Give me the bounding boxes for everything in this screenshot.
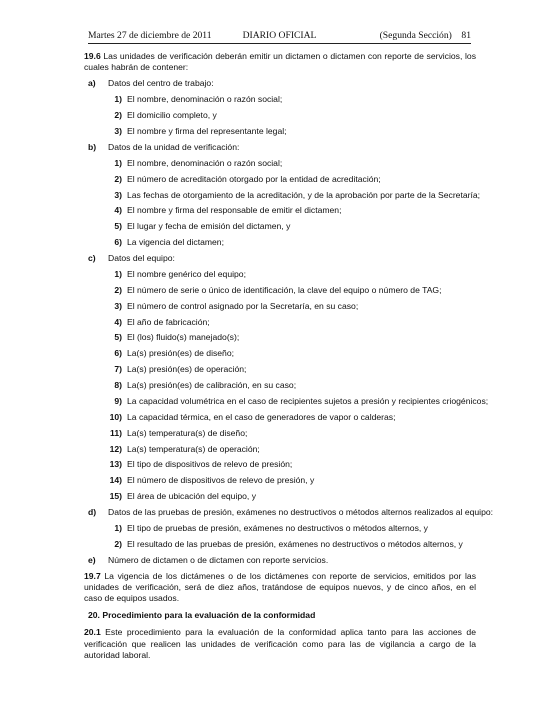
- list-item-number: 2): [114, 173, 122, 184]
- header-publication: DIARIO OFICIAL: [242, 30, 317, 41]
- list-group-label: Datos del equipo:: [108, 253, 175, 264]
- list-item: [84, 539, 476, 550]
- list-item-text: La capacidad térmica, en el caso de generadores de vapor o calderas;: [127, 411, 396, 422]
- list-item: [84, 110, 476, 121]
- list-item-text: El nombre y firma del responsable de emitir el dictamen;: [127, 205, 342, 216]
- list-item-text: El nombre genérico del equipo;: [127, 268, 246, 279]
- list-item: [84, 221, 476, 232]
- list-item-number: 1): [114, 268, 122, 279]
- list-item: [84, 475, 476, 486]
- list-item-number: 6): [114, 348, 122, 359]
- list-group-label: Datos de la unidad de verificación:: [108, 141, 240, 152]
- list-item-text: El número de dispositivos de relevo de presión, y: [127, 475, 315, 486]
- list-item: [84, 428, 476, 439]
- list-item-text: El área de ubicación del equipo, y: [127, 491, 256, 502]
- list-item-text: El nombre, denominación o razón social;: [127, 94, 283, 105]
- header-section-page: [380, 30, 471, 41]
- requirements-list: [84, 78, 494, 565]
- list-item-text: El domicilio completo, y: [127, 110, 217, 121]
- list-marker: a): [88, 78, 96, 89]
- list-item-number: 8): [114, 380, 122, 391]
- list-item-number: 1): [114, 522, 122, 533]
- list-item-number: 15): [109, 491, 122, 502]
- list-group-header: [84, 78, 476, 89]
- list-item-text: El nombre, denominación o razón social;: [127, 157, 283, 168]
- list-item-text: El número de serie o único de identificación, la clave del equipo o número de TAG;: [127, 284, 442, 295]
- list-item-number: 9): [114, 395, 122, 406]
- list-item-text: El número de control asignado por la Secretaría, en su caso;: [127, 300, 359, 311]
- list-item-number: 2): [114, 110, 122, 121]
- list-item-text: El tipo de dispositivos de relevo de presión;: [127, 459, 293, 470]
- paragraph-text: Las unidades de verificación deberán emitir un dictamen o dictamen con reporte de servicios, los cuales habrán de contener:: [84, 51, 476, 73]
- list-item-number: 3): [114, 300, 122, 311]
- list-marker: d): [88, 507, 97, 518]
- list-item-text: El nombre y firma del representante legal;: [127, 126, 287, 137]
- list-item-number: 4): [114, 205, 122, 216]
- paragraph-19-7: [84, 571, 476, 605]
- list-item: [84, 523, 476, 534]
- list-item-text: El tipo de pruebas de presión, exámenes no destructivos o métodos alternos, y: [127, 522, 428, 533]
- list-item-number: 5): [114, 221, 122, 232]
- paragraph-number: 19.7: [84, 570, 101, 581]
- list-item-text: El número de acreditación otorgado por la entidad de acreditación;: [127, 173, 381, 184]
- list-item-number: 2): [114, 538, 122, 549]
- list-item: [84, 317, 476, 328]
- list-item: [84, 237, 476, 248]
- list-item-number: 4): [114, 316, 122, 327]
- list-item-text: El resultado de las pruebas de presión, exámenes no destructivos o métodos alternos, y: [127, 538, 463, 549]
- list-item-number: 1): [114, 157, 122, 168]
- list-item-number: 13): [109, 459, 122, 470]
- list-item: [84, 269, 476, 280]
- header-section: (Segunda Sección): [379, 30, 452, 41]
- list-item-text: La(s) temperatura(s) de diseño;: [127, 427, 248, 438]
- list-item-number: 2): [114, 284, 122, 295]
- paragraph-text: La vigencia de los dictámenes o de los dictámenes con reporte de servicios, emitidos por las unidades de verificación, será de diez años, tratándose de equipos nuevos, y de cinco años, en el caso de equipos usados.: [84, 570, 476, 603]
- list-item-number: 11): [110, 427, 122, 438]
- page-content: [84, 51, 494, 666]
- list-item: [84, 126, 476, 137]
- list-group-label: Número de dictamen o de dictamen con reporte servicios.: [108, 554, 329, 565]
- list-item-text: La vigencia del dictamen;: [127, 237, 224, 248]
- list-item-number: 7): [114, 364, 122, 375]
- list-item-text: La(s) presión(es) de calibración, en su caso;: [127, 380, 297, 391]
- list-item-text: Las fechas de otorgamiento de la acreditación, y de la aprobación por parte de la Secretaría;: [127, 189, 481, 200]
- list-group-header: [84, 555, 476, 566]
- list-item: [84, 459, 476, 470]
- section-heading: 20. Procedimiento para la evaluación de la conformidad: [88, 610, 316, 621]
- list-item: [84, 412, 476, 423]
- list-item-text: La(s) presión(es) de operación;: [127, 364, 247, 375]
- list-item: [84, 491, 476, 502]
- list-item: [84, 395, 489, 407]
- list-item: [84, 285, 476, 296]
- list-item: [84, 301, 476, 312]
- list-item: [84, 380, 476, 391]
- paragraph-text: Este procedimiento para la evaluación de la conformidad aplica tanto para las acciones de verificación que realicen las unidades de verificación como para las de vigilancia a cargo de la autoridad laboral.: [84, 627, 476, 660]
- list-marker: e): [88, 554, 96, 565]
- list-item-number: 3): [114, 189, 122, 200]
- list-item-number: 5): [114, 332, 122, 343]
- list-group-header: [84, 507, 494, 518]
- list-item: [84, 364, 476, 375]
- list-group-label: Datos de las pruebas de presión, exámenes no destructivos o métodos alternos realizados al equipo:: [108, 507, 494, 518]
- list-item-text: El lugar y fecha de emisión del dictamen, y: [127, 221, 291, 232]
- list-item: [84, 94, 476, 105]
- list-item-text: El (los) fluido(s) manejado(s);: [127, 332, 240, 343]
- list-item: [84, 332, 476, 343]
- paragraph-19-6: [84, 51, 476, 73]
- list-item-number: 3): [114, 126, 122, 137]
- list-item: [84, 158, 476, 169]
- paragraph-number: 20.1: [84, 627, 101, 638]
- list-item: [84, 444, 476, 455]
- list-group-label: Datos del centro de trabajo:: [108, 78, 214, 89]
- list-item-number: 10): [109, 411, 122, 422]
- list-item-text: El año de fabricación;: [127, 316, 210, 327]
- paragraph-20-1: [84, 627, 476, 661]
- header-page-number: 81: [461, 30, 471, 41]
- list-item-number: 6): [114, 237, 122, 248]
- list-group-header: [84, 142, 476, 153]
- list-marker: b): [88, 141, 97, 152]
- list-item-text: La(s) presión(es) de diseño;: [127, 348, 234, 359]
- list-item: [84, 189, 481, 201]
- list-item-number: 14): [109, 475, 122, 486]
- list-item: [84, 205, 476, 216]
- page-header: [88, 30, 471, 44]
- paragraph-number: 19.6: [84, 51, 101, 61]
- list-marker: c): [88, 253, 96, 264]
- list-item: [84, 348, 476, 359]
- header-date: Martes 27 de diciembre de 2011: [88, 30, 212, 41]
- list-item-number: 12): [109, 443, 122, 454]
- list-item: [84, 174, 476, 185]
- list-item-text: La(s) temperatura(s) de operación;: [127, 443, 260, 454]
- header-rule: [88, 43, 471, 44]
- list-item-text: La capacidad volumétrica en el caso de recipientes sujetos a presión y recipientes criogénicos;: [127, 395, 489, 406]
- list-item-number: 1): [114, 94, 122, 105]
- list-group-header: [84, 253, 476, 264]
